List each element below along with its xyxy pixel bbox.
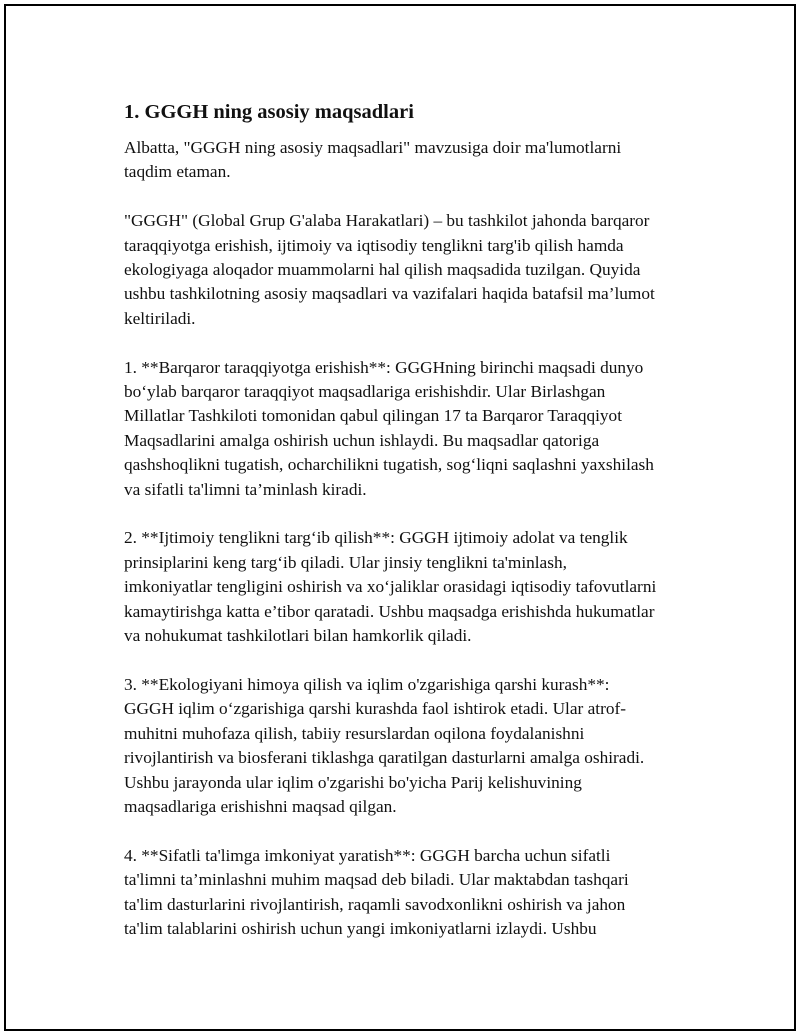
text-line: ta'lim talablarini oshirish uchun yangi imkoniyatlarni izlaydi. Ushbu (124, 918, 597, 938)
text-line: GGGH iqlim o‘zgarishiga qarshi kurashda faol ishtirok etadi. Ular atrof- (124, 699, 626, 719)
text-line: ekologiyaga aloqador muammolarni hal qilish maqsadida tuzilgan. Quyida (124, 260, 641, 280)
text-line: taqdim etaman. (124, 162, 231, 182)
text-line: 3. **Ekologiyani himoya qilish va iqlim o'zgarishiga qarshi kurash**: (124, 674, 610, 694)
text-line: 2. **Ijtimoiy tenglikni targ‘ib qilish**: GGGH ijtimoiy adolat va tenglik (124, 528, 628, 548)
text-line: imkoniyatlar tengligini oshirish va xo‘jaliklar orasidagi iqtisodiy tafovutlarni (124, 577, 657, 597)
paragraph-goal-2 (124, 526, 684, 648)
text-line: ushbu tashkilotning asosiy maqsadlari va vazifalari haqida batafsil ma’lumot (124, 284, 655, 304)
text-line: kamaytirishga katta e’tibor qaratadi. Ushbu maqsadga erishishda hukumatlar (124, 601, 655, 621)
text-line: 4. **Sifatli ta'limga imkoniyat yaratish**: GGGH barcha uchun sifatli (124, 845, 611, 865)
text-line: 1. **Barqaror taraqqiyotga erishish**: GGGHning birinchi maqsadi dunyo (124, 357, 644, 377)
paragraph-goal-1 (124, 356, 684, 502)
text-line: ta'lim dasturlarini rivojlantirish, raqamli savodxonlikni oshirish va jahon (124, 894, 626, 914)
paragraph-overview (124, 209, 684, 331)
text-line: va sifatli ta'limni ta’minlash kiradi. (124, 479, 367, 499)
text-line: taraqqiyotga erishish, ijtimoiy va iqtisodiy tenglikni targ'ib qilish hamda (124, 235, 624, 255)
text-line: ta'limni ta’minlashni muhim maqsad deb biladi. Ular maktabdan tashqari (124, 870, 629, 890)
text-line: Maqsadlarini amalga oshirish uchun ishlaydi. Bu maqsadlar qatoriga (124, 430, 600, 450)
text-line: keltiriladi. (124, 308, 196, 328)
text-line: qashshoqlikni tugatish, ocharchilikni tugatish, sog‘liqni saqlashni yaxshilash (124, 455, 654, 475)
text-line: "GGGH" (Global Grup G'alaba Harakatlari) – bu tashkilot jahonda barqaror (124, 211, 650, 231)
text-line: bo‘ylab barqaror taraqqiyot maqsadlariga erishishdir. Ular Birlashgan (124, 382, 606, 402)
text-line: Ushbu jarayonda ular iqlim o'zgarishi bo'yicha Parij kelishuvining (124, 772, 582, 792)
text-line: va nohukumat tashkilotlari bilan hamkorlik qiladi. (124, 626, 472, 646)
document-page (4, 4, 796, 1031)
text-line: maqsadlariga erishishni maqsad qilgan. (124, 796, 397, 816)
text-line: muhitni muhofaza qilish, tabiiy resurslardan oqilona foydalanishni (124, 723, 585, 743)
paragraph-goal-4 (124, 844, 684, 942)
paragraph-intro (124, 136, 684, 185)
text-line: rivojlantirish va biosferani tiklashga qaratilgan dasturlarni amalga oshiradi. (124, 748, 645, 768)
document-body (124, 98, 684, 966)
text-line: Millatlar Tashkiloti tomonidan qabul qilingan 17 ta Barqaror Taraqqiyot (124, 406, 622, 426)
document-title: 1. GGGH ning asosiy maqsadlari (124, 101, 414, 123)
text-line: Albatta, "GGGH ning asosiy maqsadlari" mavzusiga doir ma'lumotlarni (124, 138, 622, 157)
text-line: prinsiplarini keng targ‘ib qiladi. Ular jinsiy tenglikni ta'minlash, (124, 552, 567, 572)
paragraph-goal-3 (124, 673, 684, 819)
